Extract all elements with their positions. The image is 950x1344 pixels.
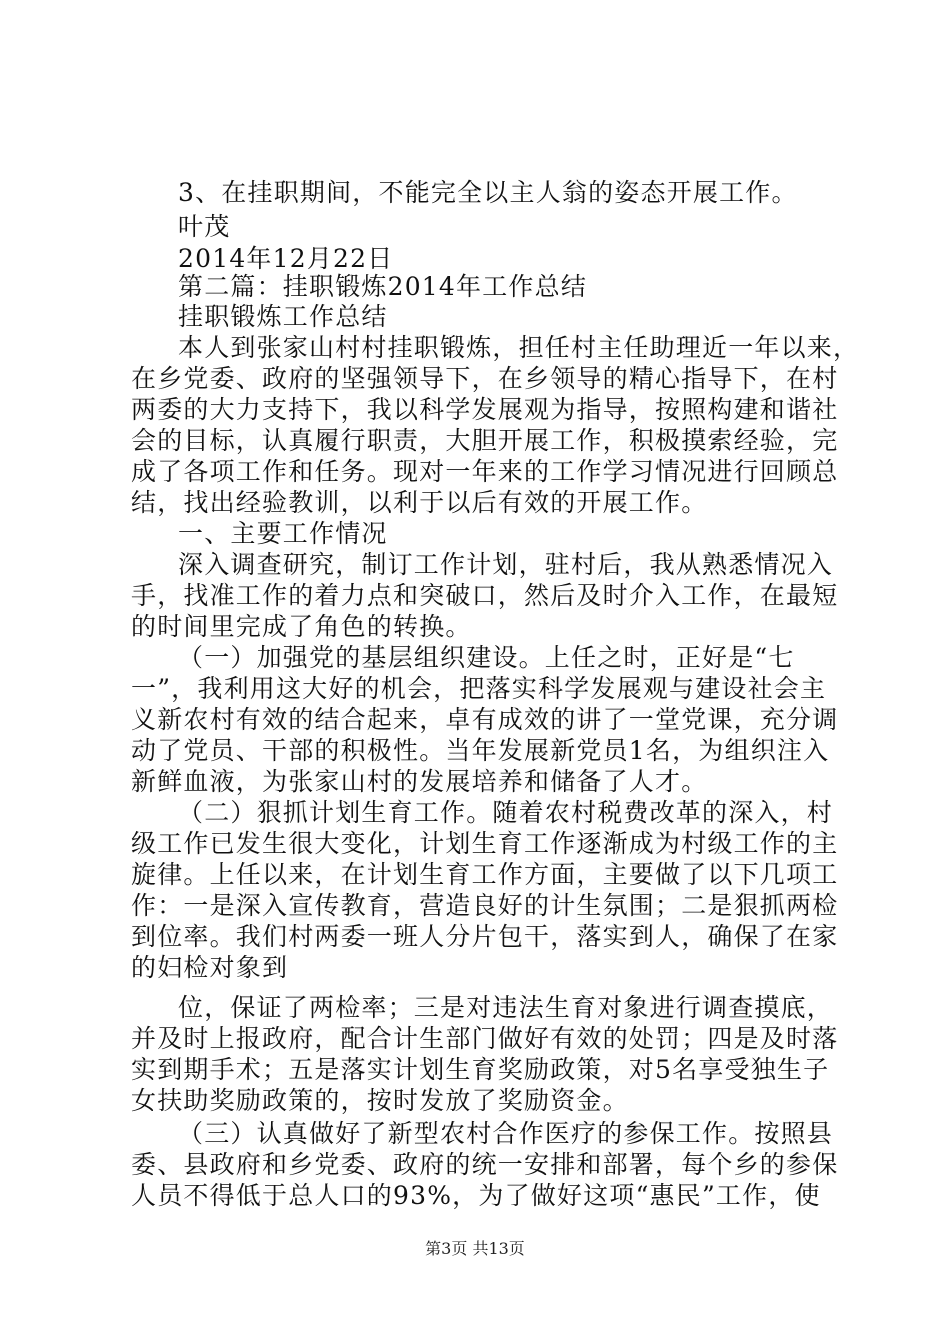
text-line: 结，找出经验教训，以利于以后有效的开展工作。 <box>131 488 708 517</box>
author-name: 叶茂 <box>178 212 231 241</box>
subsection-heading: 一、主要工作情况 <box>178 519 388 548</box>
text-line: 级工作已发生很大变化，计划生育工作逐渐成为村级工作的主 <box>131 829 839 858</box>
text-line: 作：一是深入宣传教育，营造良好的计生氛围；二是狠抓两检 <box>131 891 839 920</box>
text-line: 女扶助奖励政策的，按时发放了奖励资金。 <box>131 1086 629 1115</box>
text-line: 的时间里完成了角色的转换。 <box>131 612 472 641</box>
date-line: 2014年12月22日 <box>178 244 394 273</box>
text-line: 义新农村有效的结合起来，卓有成效的讲了一堂党课，充分调 <box>131 705 839 734</box>
text-line: 到位率。我们村两委一班人分片包干，落实到人，确保了在家 <box>131 922 839 951</box>
text-line: 成了各项工作和任务。现对一年来的工作学习情况进行回顾总 <box>131 457 839 486</box>
section-title: 挂职锻炼工作总结 <box>178 302 388 331</box>
text-line: （一）加强党的基层组织建设。上任之时，正好是“七 <box>178 643 795 672</box>
text-line: 手，找准工作的着力点和突破口，然后及时介入工作，在最短 <box>131 581 839 610</box>
text-line: （二）狠抓计划生育工作。随着农村税费改革的深入，村 <box>178 798 834 827</box>
chapter-heading: 第二篇：挂职锻炼2014年工作总结 <box>178 272 588 301</box>
text-line: 两委的大力支持下，我以科学发展观为指导，按照构建和谐社 <box>131 395 839 424</box>
text-line: 委、县政府和乡党委、政府的统一安排和部署，每个乡的参保 <box>131 1150 839 1179</box>
text-line: 的妇检对象到 <box>131 953 289 982</box>
page-footer: 第3页 共13页 <box>425 1239 525 1258</box>
text-line: 实到期手术；五是落实计划生育奖励政策，对5名享受独生子 <box>131 1055 830 1084</box>
text-line: 新鲜血液，为张家山村的发展培养和储备了人才。 <box>131 767 708 796</box>
text-line: 并及时上报政府，配合计生部门做好有效的处罚；四是及时落 <box>131 1024 839 1053</box>
text-line: 旋律。上任以来，在计划生育工作方面，主要做了以下几项工 <box>131 860 839 889</box>
text-line: 动了党员、干部的积极性。当年发展新党员1名，为组织注入 <box>131 736 830 765</box>
text-line: 会的目标，认真履行职责，大胆开展工作，积极摸索经验，完 <box>131 426 839 455</box>
text-line: 3、在挂职期间，不能完全以主人翁的姿态开展工作。 <box>178 178 798 207</box>
text-line: 深入调查研究，制订工作计划，驻村后，我从熟悉情况入 <box>178 550 834 579</box>
text-line: 在乡党委、政府的坚强领导下，在乡领导的精心指导下，在村 <box>131 364 839 393</box>
text-line: 本人到张家山村村挂职锻炼，担任村主任助理近一年以来， <box>178 333 860 362</box>
text-line: （三）认真做好了新型农村合作医疗的参保工作。按照县 <box>178 1119 834 1148</box>
text-line: 人员不得低于总人口的93%，为了做好这项“惠民”工作，使 <box>131 1181 821 1210</box>
text-line: 一”，我利用这大好的机会，把落实科学发展观与建设社会主 <box>131 674 827 703</box>
text-line: 位，保证了两检率；三是对违法生育对象进行调查摸底， <box>178 993 834 1022</box>
